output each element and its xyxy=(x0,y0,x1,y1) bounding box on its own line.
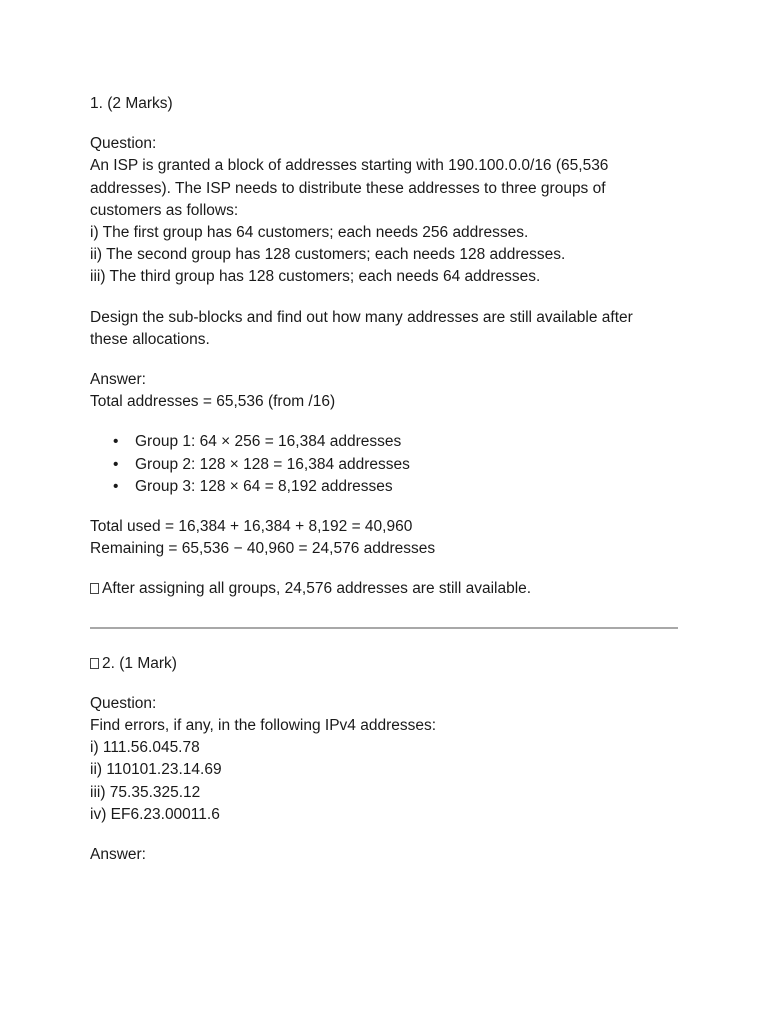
q1-question-line: iii) The third group has 128 customers; each needs 64 addresses. xyxy=(90,268,541,286)
q2-heading-row xyxy=(90,653,690,675)
q1-heading: 1. (2 Marks) xyxy=(90,95,173,112)
bullet-text: Group 3: 128 × 64 = 8,192 addresses xyxy=(135,477,393,495)
q1-question-label: Question: xyxy=(90,135,157,153)
q1-answer-label: Answer: xyxy=(90,371,146,389)
q2-question-line: i) 111.56.045.78 xyxy=(90,739,200,757)
q2-heading: 2. (1 Mark) xyxy=(102,654,177,672)
q1-question-line: customers as follows: xyxy=(90,201,239,219)
q1-bullet-list xyxy=(90,431,690,498)
bullet-text: Group 1: 64 × 256 = 16,384 addresses xyxy=(135,433,402,451)
q1-question-line: i) The first group has 64 customers; each needs 256 addresses. xyxy=(90,224,529,242)
q1-conclusion-text: After assigning all groups, 24,576 addresses are still available. xyxy=(102,580,532,598)
list-item xyxy=(90,454,690,476)
q1-task-line: these allocations. xyxy=(90,330,210,348)
missing-glyph-icon xyxy=(90,658,99,669)
list-item xyxy=(90,476,690,498)
q1-remaining-line: Remaining = 65,536 − 40,960 = 24,576 addresses xyxy=(90,540,436,558)
q1-question-line: addresses). The ISP needs to distribute these addresses to three groups of xyxy=(90,179,606,197)
q2-question-line: ii) 110101.23.14.69 xyxy=(90,761,222,779)
q1-question-line: An ISP is granted a block of addresses starting with 190.100.0.0/16 (65,536 xyxy=(90,157,609,175)
q1-used-line: Total used = 16,384 + 16,384 + 8,192 = 40,960 xyxy=(90,518,413,536)
q2-question-label: Question: xyxy=(90,694,157,712)
list-item xyxy=(90,431,690,453)
missing-glyph-icon xyxy=(90,583,99,594)
q1-total-line: Total addresses = 65,536 (from /16) xyxy=(90,393,336,411)
q2-answer-label: Answer: xyxy=(90,846,146,864)
bullet-icon: • xyxy=(113,433,119,451)
section-divider xyxy=(90,627,678,629)
q2-question-line: iv) EF6.23.00011.6 xyxy=(90,805,220,823)
bullet-icon: • xyxy=(113,477,119,495)
bullet-icon: • xyxy=(113,455,119,473)
q1-task-line: Design the sub-blocks and find out how many addresses are still available after xyxy=(90,308,633,326)
q2-question-line: iii) 75.35.325.12 xyxy=(90,783,201,801)
q2-question-line: Find errors, if any, in the following IPv4 addresses: xyxy=(90,717,437,735)
document-page xyxy=(90,93,690,866)
q1-conclusion xyxy=(90,578,690,600)
q1-question-line: ii) The second group has 128 customers; each needs 128 addresses. xyxy=(90,246,566,264)
bullet-text: Group 2: 128 × 128 = 16,384 addresses xyxy=(135,455,410,473)
